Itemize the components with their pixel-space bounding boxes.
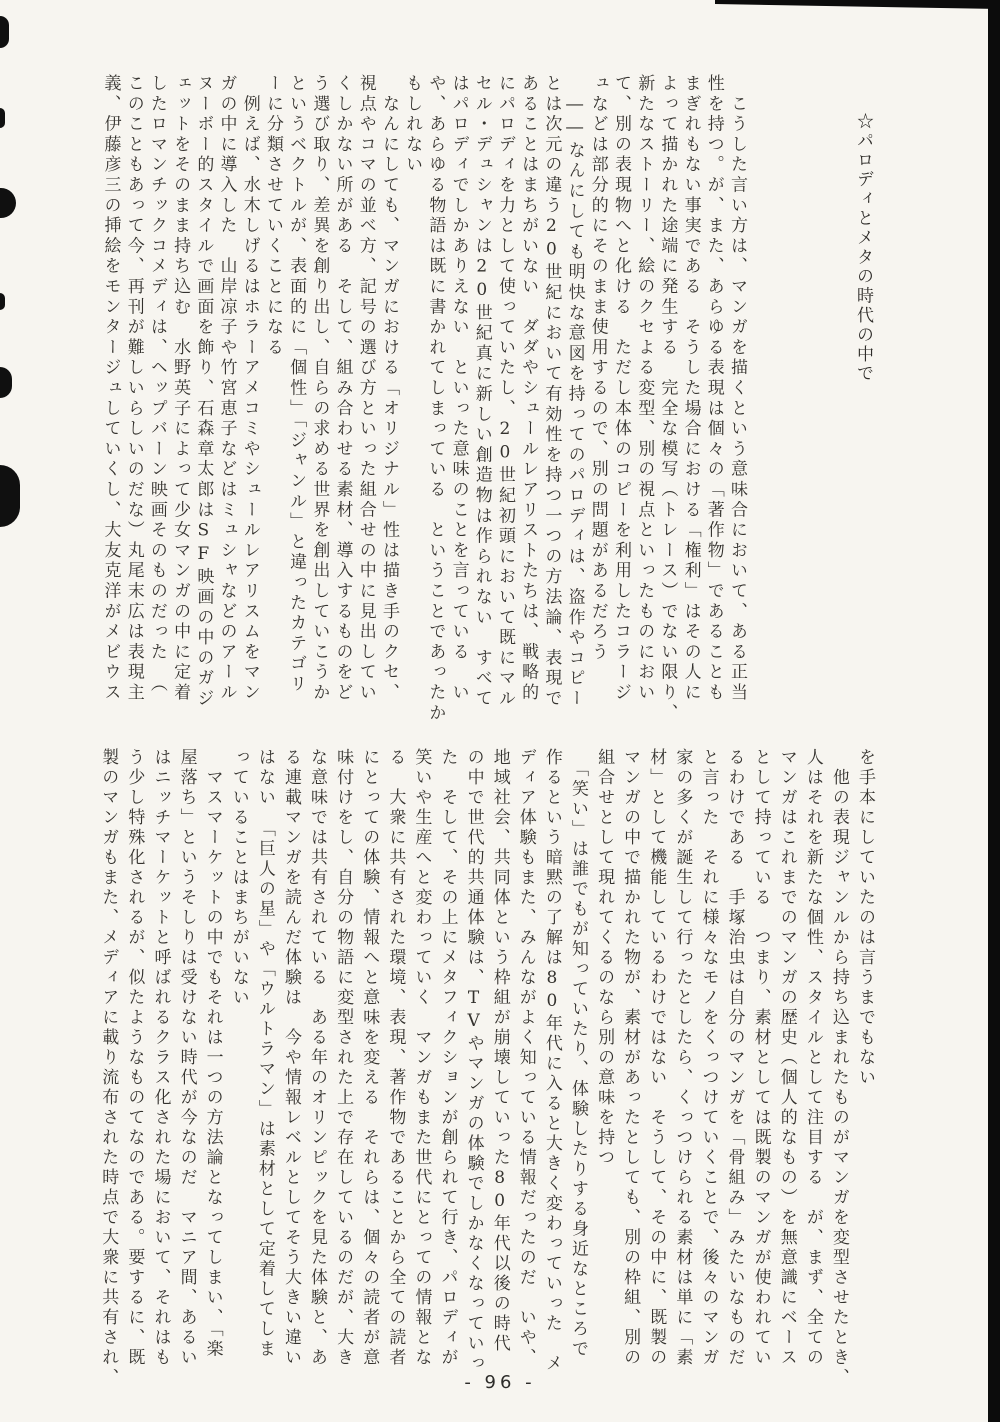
text-column: 地域社会、共同体という枠組が崩壊していった80年代以後の時代 — [489, 748, 510, 1354]
text-column: 材」として機能しているわけではない そうして、その中に、既製の — [646, 748, 667, 1368]
text-column: ーに分類させていくことになる — [262, 74, 283, 359]
text-column: ――なんにしても明快な意図を持ってのパロディは、盗作やコピー — [564, 74, 585, 710]
text-column: したロマンチックコメディは、ヘップバーン映画そのものだった （ — [146, 74, 167, 695]
text-column: ヌーボー的スタイルで画面を飾り、石森章太郎はSF映画の中のガジ — [193, 74, 214, 710]
ink-blob — [0, 16, 9, 48]
text-column: まぎれもない事実である そうした場合における「権利」はその人に — [680, 74, 701, 704]
text-column: ディア体験もまた、みんながよく知っている情報だったのだ いや、 — [515, 748, 536, 1368]
text-column: くしかない所がある そして、組み合わせる素材、導入するものをど — [332, 74, 353, 704]
text-column: や、あらゆる物語は既に書かれてしまっている ということであったか — [425, 74, 446, 724]
text-column: よって描かれた途端に発生する 完全な模写（トレース）でない限り、 — [657, 74, 678, 724]
text-column: る 大衆に共有された環境、表現、著作物であることから全ての読者 — [385, 748, 406, 1368]
text-column: なんにしても、マンガにおける「オリジナル」性は描き手のクセ、 — [378, 74, 399, 704]
text-column: る連載マンガを読んだ体験は 今や情報レベルとしてそう大きい違い — [280, 748, 301, 1368]
text-column: ガの中に導入した 山岸凉子や竹宮恵子などはミュシャなどのアール — [216, 74, 237, 704]
text-column: 人はそれを新たな個性、スタイルとして注目する が、まず、全ての — [802, 748, 823, 1368]
text-column: を手本にしていたのは言うまでもない — [855, 748, 875, 1088]
ink-blob — [0, 293, 5, 310]
text-column: こうした言い方は、マンガを描くという意味合において、ある正当 — [727, 74, 747, 704]
text-column: として持っている つまり、素材としては既製のマンガが使われてい — [750, 748, 771, 1368]
text-column: う少し特殊化されるが、似たようなものてなのである。要するに、既 — [124, 748, 145, 1368]
text-column: 家の多くが誕生して行ったとしたら、くっつけられる素材は単に「素 — [672, 748, 693, 1368]
text-column: う選び取り、差異を創り出し、自らの求める世界を創出していこうか — [309, 74, 330, 704]
ink-blob — [0, 465, 20, 527]
page-number: - 96 - — [464, 1372, 536, 1393]
text-column: 味付けをし、自分の物語に変型された上で存在しているのだが、大き — [333, 748, 354, 1368]
text-column: 屋落ち」というそしりは受けない時代が今なのだ マニア間、あるい — [176, 748, 197, 1368]
text-column: はニッチマーケットと呼ばれるクラス化された場において、それはも — [150, 748, 171, 1368]
ink-blob — [0, 188, 16, 218]
text-column: 組合せとして現れてくるのなら別の意味を持つ — [594, 748, 615, 1168]
text-column: にとっての体験、情報へと意味を変える それらは、個々の読者が意 — [359, 748, 380, 1368]
scan-edge-top-bar — [715, 0, 1000, 9]
text-column: はない 「巨人の星」や「ウルトラマン」は素材として定着してしま — [254, 748, 275, 1360]
text-column: もしれない — [402, 74, 423, 176]
text-column: 「笑い」は誰でもが知っていたり、体験したりする身近なところで — [567, 748, 588, 1360]
text-column: ェットをそのまま持ち込む 水野英子によって少女マンガの中に定着 — [170, 74, 191, 704]
ink-blob — [0, 108, 5, 128]
text-column: るわけである 手塚治虫は自分のマンガを「骨組み」みたいなものだ — [724, 748, 745, 1368]
text-column: このこともあって今、再刊が難しいらしいのだな）丸尾末広は表現主 — [123, 74, 144, 704]
text-column: 作るという暗黙の了解は80年代に入ると大きく変わっていった メ — [541, 748, 562, 1374]
text-column: 義、伊藤彦三の挿絵をモンタージュしていくし、大友克洋がメビウス — [100, 74, 121, 704]
text-column: た そして、その上にメタフィクションが創られて行き、パロディが — [437, 748, 458, 1368]
text-column: 笑いや生産へと変わっていく マンガもまた世代にとっての情報とな — [411, 748, 432, 1368]
text-column: 新たなストーリー、絵のクセよる変型、別の視点といったものにおい — [634, 74, 655, 704]
ink-blob — [0, 367, 12, 398]
text-column: て、別の表現物へと化ける ただし本体のコピーを利用したコラージ — [610, 74, 631, 704]
scan-edge-right-bar — [988, 0, 1000, 1422]
text-column: セル・デュシャンは20世紀真に新しい創造物は作られない すべて — [471, 74, 492, 710]
section-title: ☆パロディとメタの時代の中で — [853, 112, 873, 384]
text-column: はパロディでしかありえない といった意味のことを言っている い — [448, 74, 469, 704]
text-column: とは次元の違う20世紀において有効性を持つ一つの方法論、表現で — [541, 74, 562, 710]
text-column: あることはまちがいない ダダやシュールレアリストたちは、戦略的 — [518, 74, 539, 704]
text-column: 性を持つ。が、また、あらゆる表現は個々の「著作物」であることも — [703, 74, 724, 704]
text-column: にパロディを力として使っていたし、20世紀初頭において既にマル — [494, 74, 515, 710]
text-column: ュなどは部分的にそのまま使用するので、別の問題があるだろう — [587, 74, 608, 663]
text-column: マンガの中で描かれた物が、素材があったとしても、別の枠組、別の — [620, 748, 641, 1368]
text-column: マンガはこれまでのマンガの歴史（個人的なもの）を無意識にベース — [776, 748, 797, 1368]
text-column: 視点やコマの並べ方、記号の選び方といった組合せの中に見出してい — [355, 74, 376, 704]
text-column: な意味では共有されている ある年のオリンピックを見た体験と、あ — [307, 748, 328, 1368]
text-column: 例えば、水木しげるはホラーアメコミやシュールレアリスムをマン — [239, 74, 260, 704]
text-column: 製のマンガもまた、メディアに載り流布された時点で大衆に共有され、 — [98, 748, 119, 1388]
text-column: マスマーケットの中でもそれは一つの方法論となってしまい、「楽 — [202, 748, 223, 1360]
text-column: と言った それに様々なモノをくっつけていくことで、後々のマンガ — [698, 748, 719, 1368]
text-column: 他の表現ジャンルから持ち込まれたものがマンガを変型させたとき、 — [828, 748, 849, 1388]
text-column: というベクトルが、表面的に「個性」「ジャンル」と違ったカテゴリ — [286, 74, 307, 695]
text-column: っていることはまちがいない — [228, 748, 249, 1008]
top-text-block — [98, 74, 748, 724]
text-column: の中で世代的共通体験は、TVやマンガの体験でしかなくなっていっ — [463, 748, 484, 1374]
